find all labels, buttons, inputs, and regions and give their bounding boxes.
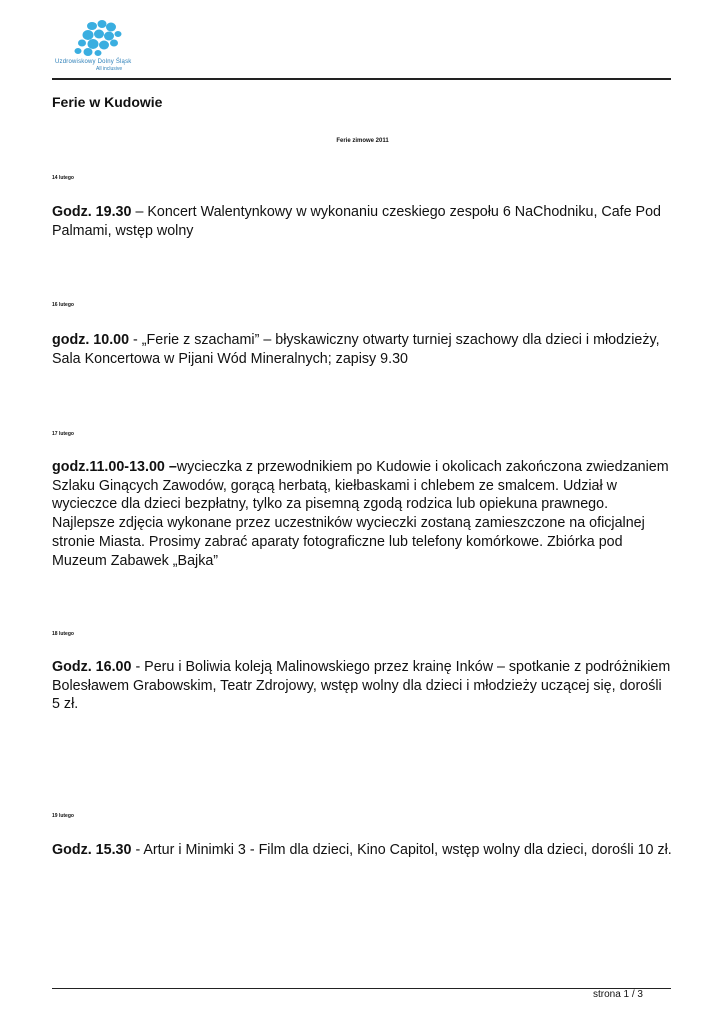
event-description: wycieczka z przewodnikiem po Kudowie i okolicach zakończona zwiedzaniem Szlaku Ginących Zawodów, gorącą herbatą, kiełbaskami i chlebem ze smalcem. Udział w wycieczce dla dzieci bezpłatny, tylko za pisemną zgodą rodzica lub opiekuna prawnego. Najlepsze zdjęcia wykonane przez uczestników wycieczki zostaną zamieszczone na oficjalnej stronie Miasta. Prosimy zabrać aparaty fotograficzne lub telefony komórkowe. Zbiórka pod Muzeum Zabawek „Bajka”: [52, 459, 669, 569]
event-time: Godz. 19.30: [52, 204, 132, 220]
header-divider: [52, 78, 671, 80]
entry-date: 18 lutego: [52, 631, 74, 637]
logo-text: Uzdrowiskowy Dolny Śląsk: [55, 59, 132, 65]
event-description: – Koncert Walentynkowy w wykonaniu czeskiego zespołu 6 NaChodniku, Cafe Pod Palmami, wstęp wolny: [52, 204, 661, 239]
footer-divider: [52, 988, 671, 989]
entry-date: 16 lutego: [52, 302, 74, 308]
entry-date: 17 lutego: [52, 431, 74, 437]
event-entry: [52, 458, 672, 570]
event-entry: [52, 331, 672, 368]
page-title: Ferie w Kudowie: [52, 94, 163, 110]
event-entry: [52, 658, 672, 714]
event-time: godz. 10.00: [52, 332, 130, 348]
page-number: strona 1 / 3: [592, 989, 643, 1000]
event-entry: [52, 203, 672, 240]
event-time: Godz. 15.30: [52, 842, 132, 858]
event-time: Godz. 16.00: [52, 659, 132, 675]
event-time: godz.11.00-13.00 –: [52, 459, 177, 475]
event-description: - Artur i Minimki 3 - Film dla dzieci, Kino Capitol, wstęp wolny dla dzieci, dorośli 10 zł.: [131, 842, 672, 858]
document-subtitle: Ferie zimowe 2011: [336, 138, 389, 144]
logo-subtext: All inclusive: [96, 66, 123, 72]
entry-date: 19 lutego: [52, 813, 74, 819]
event-description: - Peru i Boliwia koleją Malinowskiego przez krainę Inków – spotkanie z podróżnikiem Bolesławem Grabowskim, Teatr Zdrojowy, wstęp wolny dla dzieci i młodzieży uczącej się, dorośli 5 zł.: [52, 659, 671, 713]
event-entry: [52, 841, 672, 860]
entry-date: 14 lutego: [52, 175, 74, 181]
event-description: - „Ferie z szachami” – błyskawiczny otwarty turniej szachowy dla dzieci i młodzieży, Sala Koncertowa w Pijani Wód Mineralnych; zapisy 9.30: [52, 332, 660, 367]
